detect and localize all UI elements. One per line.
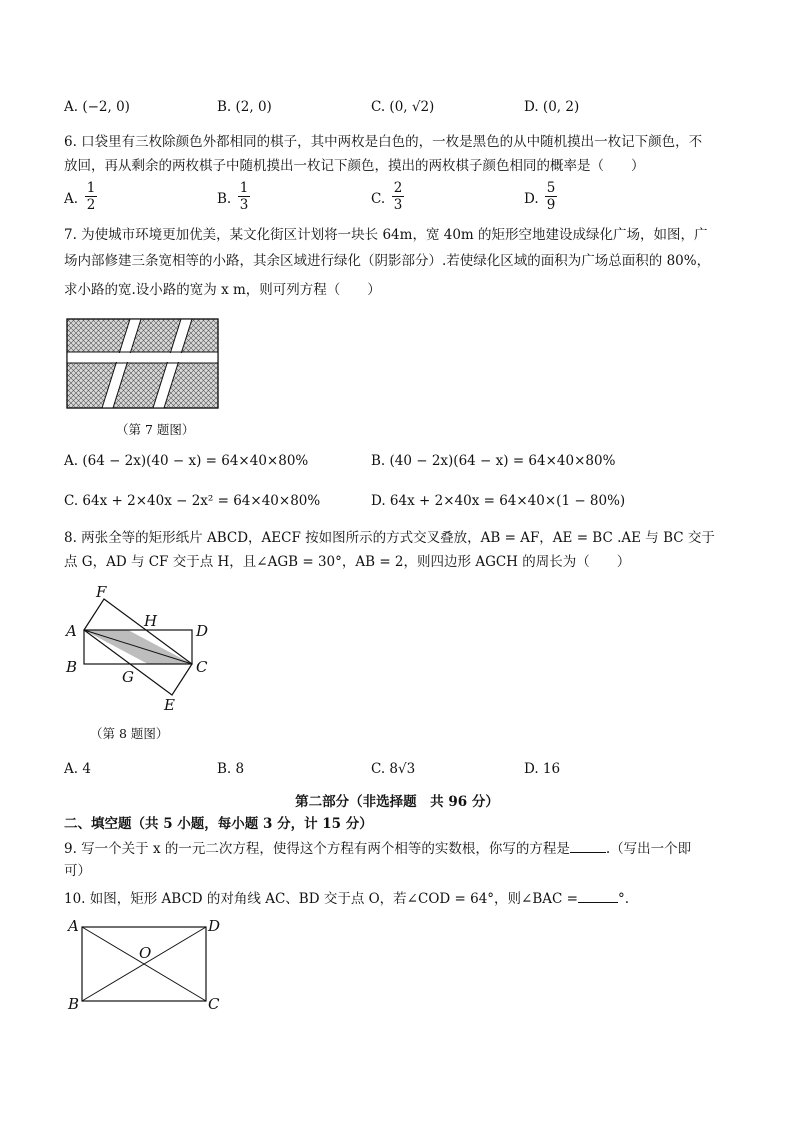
q7-text-line2: 场内部修建三条宽相等的小路，其余区域进行绿化（阴影部分）.若使绿化区域的面积为广场总面积的 80%， xyxy=(64,253,711,269)
q5-option-c[interactable]: C. (0, √2) xyxy=(371,99,435,115)
q6-option-b-fraction[interactable] xyxy=(237,180,251,213)
denominator: 2 xyxy=(86,197,96,213)
q8-label-d: D xyxy=(196,622,209,640)
q10-text-post: °. xyxy=(617,891,629,907)
q8-label-a: A xyxy=(66,622,77,640)
q10-label-b: B xyxy=(68,995,80,1013)
q8-label-h: H xyxy=(144,612,158,630)
q8-label-c: C xyxy=(196,658,208,676)
q6-option-d-label[interactable]: D. xyxy=(524,191,539,207)
q10-label-o: O xyxy=(139,944,152,962)
q8-figure xyxy=(60,580,230,716)
q7-figure xyxy=(66,318,220,410)
denominator: 9 xyxy=(546,197,556,213)
q8-figure-caption: （第 8 题图） xyxy=(90,726,169,741)
q9-answer-blank[interactable] xyxy=(570,839,606,853)
q7-option-a[interactable]: A. (64 − 2x)(40 − x) = 64×40×80% xyxy=(64,453,309,469)
q10-text xyxy=(64,889,629,909)
q6-option-a-fraction[interactable] xyxy=(84,180,98,213)
q9-text-line1 xyxy=(64,839,691,859)
q6-text-line1: 6. 口袋里有三枚除颜色外都相同的棋子，其中两枚是白色的，一枚是黑色的从中随机摸出一枚记下颜色，不 xyxy=(64,134,703,150)
numerator: 1 xyxy=(86,180,96,196)
q8-option-a[interactable]: A. 4 xyxy=(64,761,91,777)
q6-option-c-label[interactable]: C. xyxy=(371,191,386,207)
q10-label-c: C xyxy=(208,995,220,1013)
q5-option-a[interactable]: A. (−2, 0) xyxy=(64,99,130,115)
q6-option-b-label[interactable]: B. xyxy=(217,191,232,207)
q10-label-d: D xyxy=(208,917,221,935)
q9-text-pre: 9. 写一个关于 x 的一元二次方程，使得这个方程有两个相等的实数根，你写的方程是 xyxy=(64,841,570,857)
q8-text-line2: 点 G，AD 与 CF 交于点 H，且∠AGB = 30°，AB = 2，则四边形 AGCH 的周长为（ ） xyxy=(64,554,631,570)
denominator: 3 xyxy=(393,197,403,213)
q8-label-b: B xyxy=(66,658,78,676)
q10-figure xyxy=(62,914,232,1014)
q5-option-d[interactable]: D. (0, 2) xyxy=(524,99,580,115)
numerator: 2 xyxy=(393,180,403,196)
denominator: 3 xyxy=(239,197,249,213)
q9-text-line2: 可） xyxy=(64,863,91,879)
q6-text-line2: 放回，再从剩余的两枚棋子中随机摸出一枚记下颜色，摸出的两枚棋子颜色相同的概率是（ ） xyxy=(64,158,645,174)
numerator: 1 xyxy=(239,180,249,196)
q9-text-post: .（写出一个即 xyxy=(605,841,692,857)
q7-text-line1: 7. 为使城市环境更加优美，某文化街区计划将一块长 64m，宽 40m 的矩形空地建设成绿化广场，如图，广 xyxy=(64,227,708,243)
q6-option-a-label[interactable]: A. xyxy=(64,191,79,207)
q8-option-c[interactable]: C. 8√3 xyxy=(371,761,416,777)
q7-figure-caption: （第 7 题图） xyxy=(116,422,195,437)
q5-option-b[interactable]: B. (2, 0) xyxy=(217,99,272,115)
section-fill-in-title: 二、填空题（共 5 小题，每小题 3 分，计 15 分） xyxy=(64,816,373,832)
q10-text-pre: 10. 如图，矩形 ABCD 的对角线 AC、BD 交于点 O，若∠COD = 64°，则∠BAC = xyxy=(64,891,578,907)
q8-option-b[interactable]: B. 8 xyxy=(217,761,245,777)
q8-label-e: E xyxy=(164,696,175,714)
numerator: 5 xyxy=(546,180,556,196)
q7-option-b[interactable]: B. (40 − 2x)(64 − x) = 64×40×80% xyxy=(371,453,616,469)
q10-answer-blank[interactable] xyxy=(578,889,618,903)
q8-text-line1: 8. 两张全等的矩形纸片 ABCD，AECF 按如图所示的方式交叉叠放，AB = AF，AE = BC .AE 与 BC 交于 xyxy=(64,530,715,546)
q7-option-d[interactable]: D. 64x + 2×40x = 64×40×(1 − 80%) xyxy=(371,493,626,509)
q8-label-g: G xyxy=(122,668,134,686)
q10-label-a: A xyxy=(68,917,79,935)
q8-option-d[interactable]: D. 16 xyxy=(524,761,561,777)
q6-option-d-fraction[interactable] xyxy=(544,180,558,213)
part2-title: 第二部分（非选择题 共 96 分） xyxy=(295,794,499,810)
q7-text-line3: 求小路的宽.设小路的宽为 x m，则可列方程（ ） xyxy=(64,282,381,298)
q7-option-c[interactable]: C. 64x + 2×40x − 2x² = 64×40×80% xyxy=(64,493,321,509)
q8-label-f: F xyxy=(96,583,107,601)
q6-option-c-fraction[interactable] xyxy=(391,180,405,213)
